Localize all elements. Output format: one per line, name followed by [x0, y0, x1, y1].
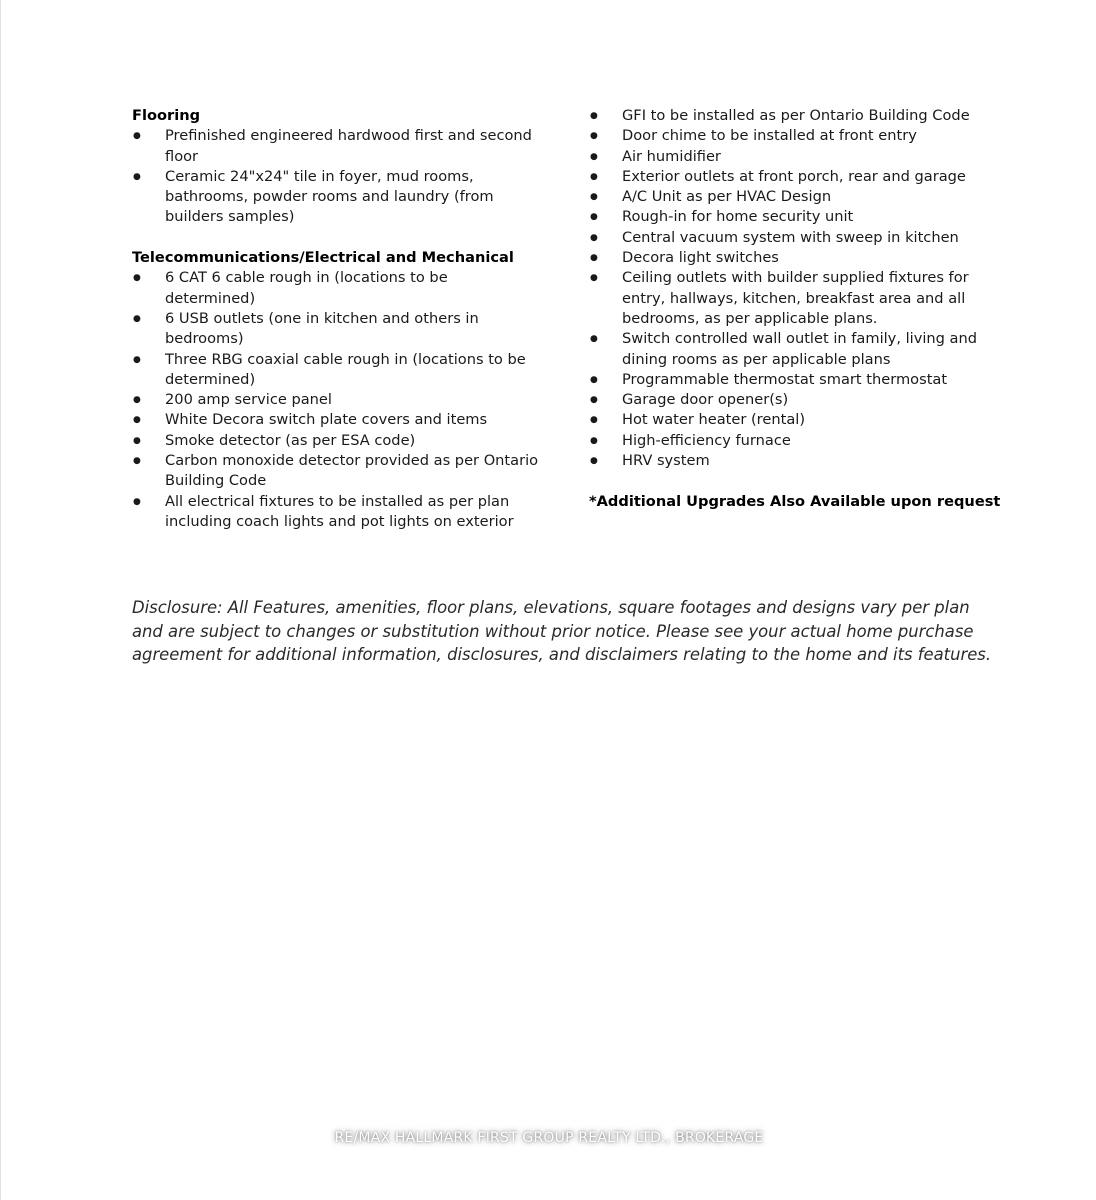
features-list — [589, 106, 989, 471]
list-item: ● 6 USB outlets (one in kitchen and others in bedrooms) — [132, 309, 542, 350]
telecom-list — [132, 268, 542, 532]
list-item: ● Carbon monoxide detector provided as per Ontario Building Code — [132, 451, 542, 492]
flooring-heading: Flooring — [132, 107, 201, 124]
list-item: ● Ceiling outlets with builder supplied fixtures for entry, hallways, kitchen, breakfast area and all bedrooms, as per applicable plans. — [589, 268, 989, 329]
list-item: ● Central vacuum system with sweep in kitchen — [589, 228, 989, 248]
list-item: ● Hot water heater (rental) — [589, 410, 989, 430]
list-item: ● All electrical fixtures to be installed as per plan including coach lights and pot lights on exterior — [132, 492, 542, 533]
list-item: ● HRV system — [589, 451, 989, 471]
disclosure-text: Disclosure: All Features, amenities, floor plans, elevations, square footages and designs vary per plan and are subject to changes or substitution without prior notice. Please see your actual home purchase agreement for additional information, disclosures, and disclaimers relating to the home and its features. — [132, 598, 992, 665]
section-spacer — [132, 228, 542, 248]
list-item: ● Smoke detector (as per ESA code) — [132, 431, 542, 451]
left-column — [132, 106, 542, 532]
list-item: ● Air humidifier — [589, 147, 989, 167]
list-item: ● Three RBG coaxial cable rough in (locations to be determined) — [132, 350, 542, 391]
upgrades-note: *Additional Upgrades Also Available upon request — [589, 492, 1001, 510]
flooring-list — [132, 126, 542, 227]
list-item: ● Garage door opener(s) — [589, 390, 989, 410]
telecom-heading: Telecommunications/Electrical and Mechanical — [132, 249, 514, 267]
list-item: ● GFI to be installed as per Ontario Building Code — [589, 106, 989, 126]
right-column — [589, 106, 1001, 512]
list-item: ● Rough-in for home security unit — [589, 207, 989, 227]
list-item: ● Switch controlled wall outlet in family, living and dining rooms as per applicable plans — [589, 329, 989, 370]
list-item: ● Door chime to be installed at front entry — [589, 126, 989, 146]
list-item: ● White Decora switch plate covers and items — [132, 410, 542, 430]
brokerage-watermark: RE/MAX HALLMARK FIRST GROUP REALTY LTD., BROKERAGE — [334, 1130, 764, 1146]
list-item: ● A/C Unit as per HVAC Design — [589, 187, 989, 207]
list-item: ● 200 amp service panel — [132, 390, 542, 410]
list-item: ● Exterior outlets at front porch, rear and garage — [589, 167, 989, 187]
list-item: ● High-efficiency furnace — [589, 431, 989, 451]
list-item: ● Ceramic 24"x24" tile in foyer, mud rooms, bathrooms, powder rooms and laundry (from builders samples) — [132, 167, 542, 228]
list-item: ● Prefinished engineered hardwood first and second floor — [132, 126, 542, 167]
list-item: ● 6 CAT 6 cable rough in (locations to be determined) — [132, 268, 542, 309]
list-item: ● Decora light switches — [589, 248, 989, 268]
list-item: ● Programmable thermostat smart thermostat — [589, 370, 989, 390]
section-spacer — [589, 471, 989, 491]
